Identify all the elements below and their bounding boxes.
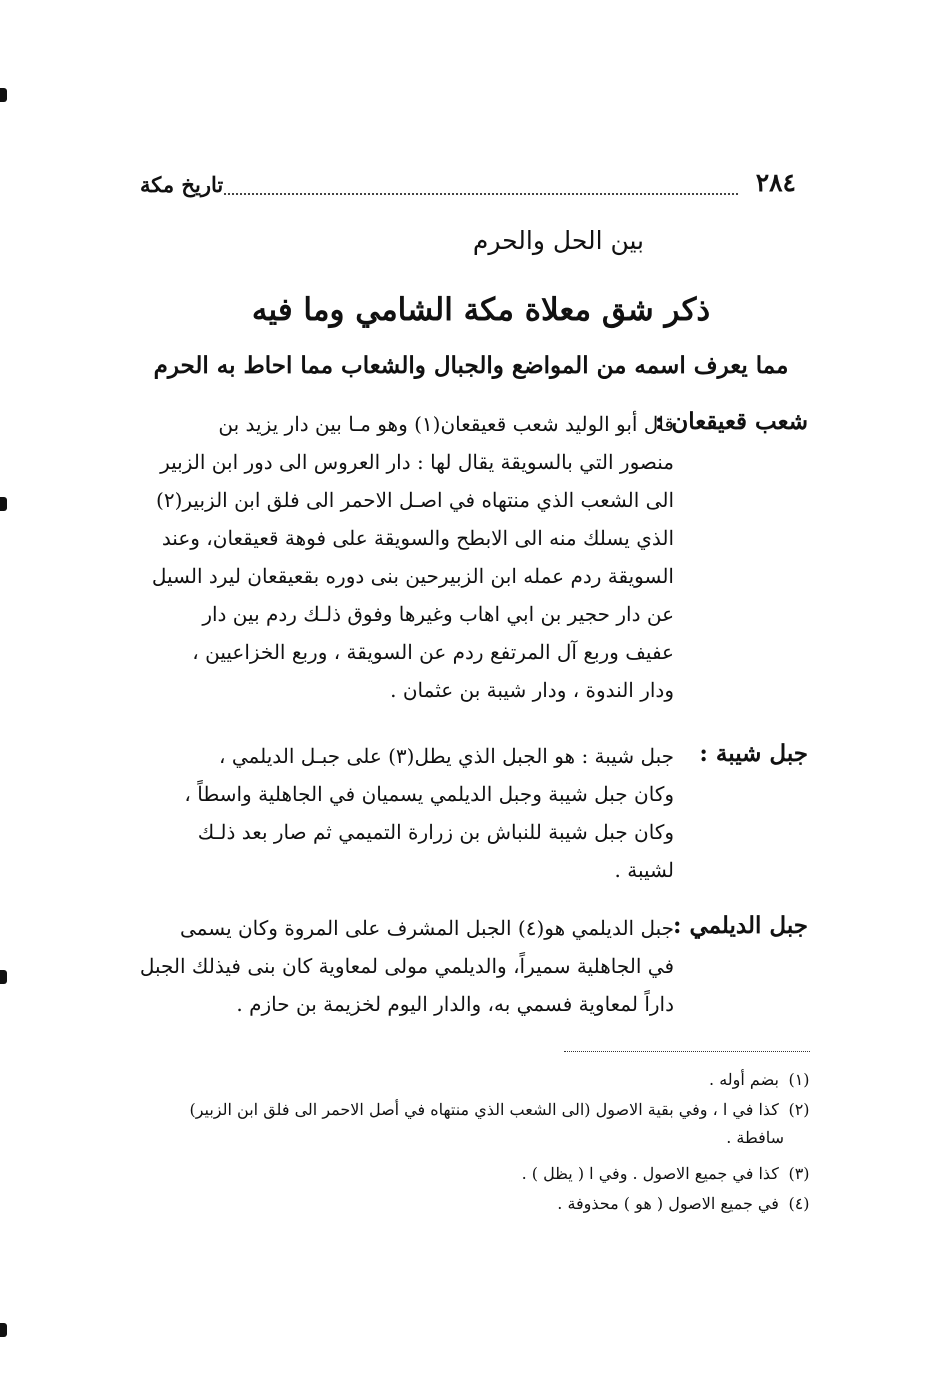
footnote-text: في جميع الاصول ( هو ) محذوفة . xyxy=(557,1194,779,1213)
entry-term: جبل الديلمي : xyxy=(672,912,808,939)
scan-edge-mark xyxy=(0,970,7,984)
entry-line: الى الشعب الذي منتهاه في اصـل الاحمر الى فلق ابن الزبير(٢) xyxy=(156,488,674,512)
entry-shib-quayqian xyxy=(140,408,808,728)
footnote-number: (١) xyxy=(788,1070,810,1089)
entry-line: ودار الندوة ، ودار شيبة بن عثمان . xyxy=(390,678,674,702)
entry-line: عفيف وربع آل المرتفع ردم عن السويقة ، وربع الخزاعيين ، xyxy=(192,640,674,664)
section-title: ذكر شق معلاة مكة الشامي وما فيه xyxy=(251,292,711,328)
footnote-separator xyxy=(564,1051,810,1052)
entry-line: في الجاهلية سميراً، والديلمي مولى لمعاوية كان بنى فيذلك الجبل xyxy=(139,954,674,978)
entry-jabal-daylami xyxy=(140,912,808,1042)
footnote xyxy=(557,1194,814,1213)
footnote xyxy=(189,1100,814,1119)
entry-line: جبل شيبة : هو الجبل الذي يطل(٣) على جبـل الديلمي ، xyxy=(219,744,674,768)
entry-line: السويقة ردم عمله ابن الزبيرحين بنى دوره بقعيقعان ليرد السيل xyxy=(151,564,674,588)
footnote-number: (٤) xyxy=(788,1194,810,1213)
footnote-number: (٣) xyxy=(788,1164,810,1183)
scan-edge-mark xyxy=(0,88,7,102)
scan-edge-mark xyxy=(0,497,7,511)
book-title: تاريخ مكة xyxy=(140,172,224,197)
footnote-text: كذا في جميع الاصول . وفي ا ( يظل ) . xyxy=(521,1164,779,1183)
carry-over-text: بين الحل والحرم xyxy=(472,226,644,255)
entry-term: شعب قعيقعان : xyxy=(654,408,808,435)
footnote-text: سافطة . xyxy=(726,1128,784,1147)
section-subtitle: مما يعرف اسمه من المواضع والجبال والشعاب مما احاط به الحرم xyxy=(153,352,789,379)
footnote-continuation xyxy=(726,1128,784,1147)
entry-line: وكان جبل شيبة للنباش بن زرارة التميمي ثم صار بعد ذلـك xyxy=(197,820,674,844)
entry-line: الذي يسلك منه الى الابطح والسويقة على فوهة قعيقعان، وعند xyxy=(161,526,674,550)
entry-line: جبل الديلمي هو(٤) الجبل المشرف على المروة وكان يسمى xyxy=(180,916,674,940)
entry-line: وكان جبل شيبة وجبل الديلمي يسميان في الجاهلية واسطاً ، xyxy=(184,782,674,806)
footnote-text: بضم أوله . xyxy=(709,1070,779,1089)
entry-line: عن دار حجير بن ابي اهاب وغيرها وفوق ذلـك ردم بين دار xyxy=(202,602,674,626)
footnote xyxy=(709,1070,814,1089)
page-number: ٢٨٤ xyxy=(755,168,796,197)
header-dotted-leader xyxy=(224,193,738,195)
scan-edge-mark xyxy=(0,1323,7,1337)
running-header xyxy=(140,168,796,208)
entry-line: لشيبة . xyxy=(614,858,674,882)
entry-line: داراً لمعاوية فسمي به، والدار اليوم لخزيمة بن حازم . xyxy=(236,992,674,1016)
footnote xyxy=(522,1164,814,1183)
footnote-number: (٢) xyxy=(788,1100,810,1119)
footnote-text: كذا في ا ، وفي بقية الاصول (الى الشعب الذي منتهاه في أصل الاحمر الى فلق ابن الزبير) xyxy=(189,1100,779,1119)
entry-line: منصور التي بالسويقة يقال لها : دار العروس الى دور ابن الزبير xyxy=(160,450,674,474)
entry-line: قال أبو الوليد شعب قعيقعان(١) وهو مـا بين دار يزيد بن xyxy=(218,412,674,436)
entry-term: جبل شيبة : xyxy=(699,740,808,767)
entry-jabal-shayba xyxy=(140,740,808,900)
